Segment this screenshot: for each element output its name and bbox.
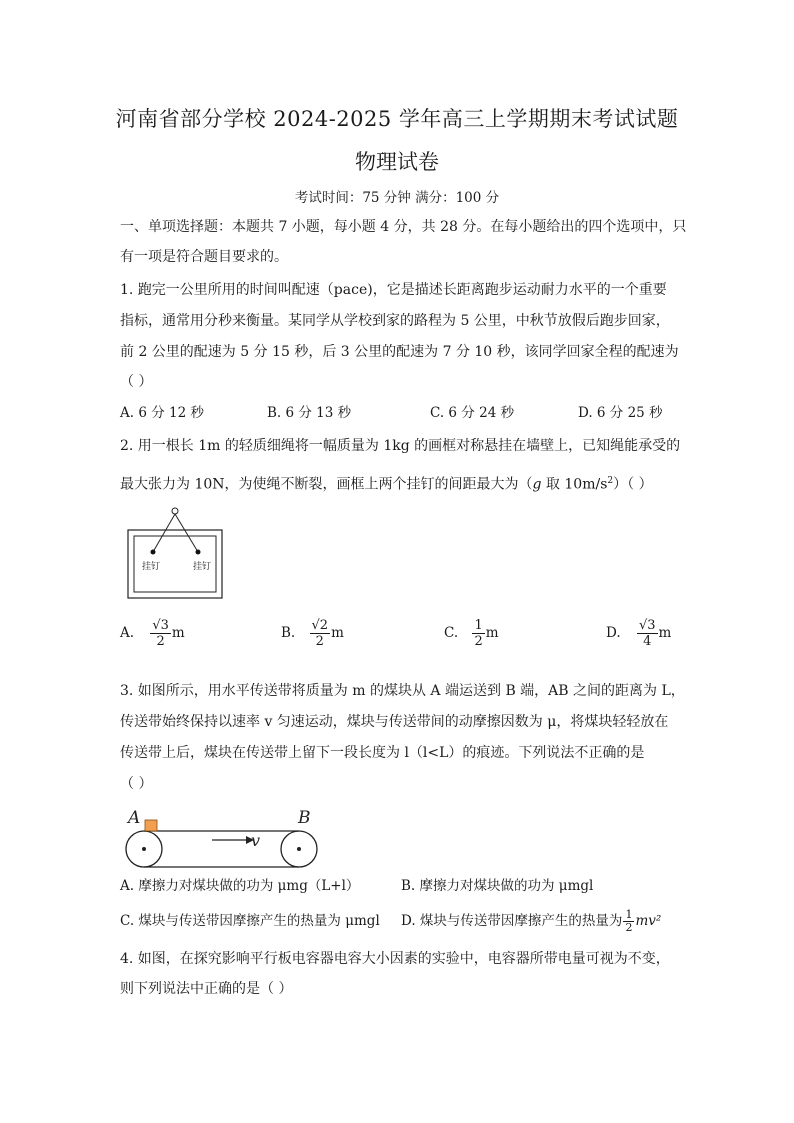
q3-option-d-fraction: [623, 909, 634, 934]
exam-subject: 物理试卷: [355, 150, 439, 174]
q1-option-c: C. 6 分 24 秒: [430, 405, 515, 421]
q2-option-b-unit: m: [331, 625, 344, 641]
q2-option-b: [281, 618, 344, 649]
section-heading-line2: 有一项是符合题目要求的。: [120, 249, 288, 265]
q2-option-a-fraction: [150, 618, 171, 649]
exam-info: 考试时间：75 分钟 满分：100 分: [294, 190, 500, 206]
q2-option-a-label: A.: [120, 625, 135, 641]
right-pulley-axle: [297, 847, 301, 851]
rope-left: [153, 514, 175, 552]
q3-line1: 3. 如图所示，用水平传送带将质量为 m 的煤块从 A 端运送到 B 端，AB 之间的距离为 L，: [120, 683, 685, 699]
q1-option-b: B. 6 分 13 秒: [267, 405, 352, 421]
coal-block: [145, 820, 157, 831]
point-b-label: B: [298, 808, 311, 828]
q2-option-c-label: C.: [444, 625, 459, 641]
q2-option-b-fraction: [310, 618, 331, 649]
nail-right-dot: [196, 550, 201, 555]
fraction-denominator: 2: [474, 634, 483, 649]
q2-line2-text: 最大张力为 10N，为使绳不断裂，画框上两个挂钉的间距最大为（: [120, 476, 533, 493]
q4-line1: 4. 如图，在探究影响平行板电容器电容大小因素的实验中，电容器所带电量可视为不变，: [120, 951, 670, 967]
rope-right: [175, 514, 198, 552]
fraction-numerator: 1: [625, 908, 633, 921]
velocity-label: v: [251, 831, 261, 850]
section-heading-line1: 一、单项选择题：本题共 7 小题，每小题 4 分，共 28 分。在每小题给出的四个选项中，只: [120, 219, 687, 235]
q1-answer-paren: （ ）: [120, 374, 153, 390]
conveyor-belt-diagram: [118, 804, 328, 870]
fraction-denominator: 4: [643, 634, 652, 649]
q2-option-c: [444, 618, 499, 649]
point-a-label: A: [128, 808, 141, 828]
fraction-numerator: √2: [311, 618, 329, 633]
q2-gravity-exponent: 2: [607, 476, 614, 486]
fraction-denominator: 2: [625, 921, 633, 934]
q2-option-d-unit: m: [658, 625, 672, 641]
fraction-denominator: 2: [156, 634, 165, 649]
q1-option-d: D. 6 分 25 秒: [578, 405, 663, 421]
nail-left-dot: [151, 550, 156, 555]
picture-frame-diagram: [120, 505, 230, 601]
q3-line2: 传送带始终保持以速率 v 匀速运动，煤块与传送带间的动摩擦因数为 μ，将煤块轻轻放在: [120, 714, 669, 730]
q2-option-c-fraction: [472, 618, 484, 649]
q2-option-b-label: B.: [281, 625, 296, 641]
exam-title: 河南省部分学校 2024-2025 学年高三上学期期末考试试题: [115, 107, 679, 131]
q2-line2-end: ）（ ）: [613, 476, 653, 493]
q2-gravity-symbol: g: [532, 476, 542, 493]
q3-answer-paren: （ ）: [120, 776, 153, 792]
q3-option-d-formula: mv²: [635, 913, 662, 929]
fraction-numerator: √3: [638, 618, 656, 633]
q1-line2: 指标，通常用分秒来衡量。某同学从学校到家的路程为 5 公里，中秋节放假后跑步回家，: [120, 313, 670, 329]
nail-right-label: 挂钉: [193, 562, 212, 572]
q1-option-a: A. 6 分 12 秒: [120, 405, 204, 421]
q1-line3: 前 2 公里的配速为 5 分 15 秒，后 3 公里的配速为 7 分 10 秒，该同学回家全程的配速为: [120, 344, 679, 360]
q1-line1: 1. 跑完一公里所用的时间叫配速（pace)，它是描述长距离跑步运动耐力水平的一个重要: [120, 282, 667, 298]
q2-option-a-unit: m: [171, 625, 185, 641]
q2-option-c-unit: m: [485, 625, 499, 641]
q3-option-a: A. 摩擦力对煤块做的功为 μmg（L+l）: [120, 878, 360, 894]
wall-nail-icon: [172, 508, 178, 514]
q2-gravity-value: 取 10m/s: [541, 476, 608, 493]
fraction-denominator: 2: [315, 634, 324, 649]
q4-line2: 则下列说法中正确的是（ ）: [120, 981, 293, 997]
q2-option-a: [120, 618, 185, 649]
q3-option-d-text: D. 煤块与传送带因摩擦产生的热量为: [401, 913, 623, 929]
q2-option-d: [606, 618, 671, 649]
fraction-numerator: √3: [152, 618, 169, 633]
q2-line1: 2. 用一根长 1m 的轻质细绳将一幅质量为 1kg 的画框对称悬挂在墙壁上，已知绳能承受的: [120, 438, 681, 454]
q3-option-d: [401, 909, 661, 934]
fraction-numerator: 1: [474, 618, 483, 633]
q3-line3: 传送带上后，煤块在传送带上留下一段长度为 l（l<L）的痕迹。下列说法不正确的是: [120, 745, 645, 761]
q3-option-c: C. 煤块与传送带因摩擦产生的热量为 μmgl: [120, 913, 380, 929]
q3-option-b: B. 摩擦力对煤块做的功为 μmgl: [401, 878, 594, 894]
q2-line2: [120, 471, 680, 495]
q2-option-d-label: D.: [606, 625, 621, 641]
left-pulley-axle: [142, 847, 146, 851]
nail-left-label: 挂钉: [142, 562, 161, 572]
q2-option-d-fraction: [637, 618, 658, 649]
